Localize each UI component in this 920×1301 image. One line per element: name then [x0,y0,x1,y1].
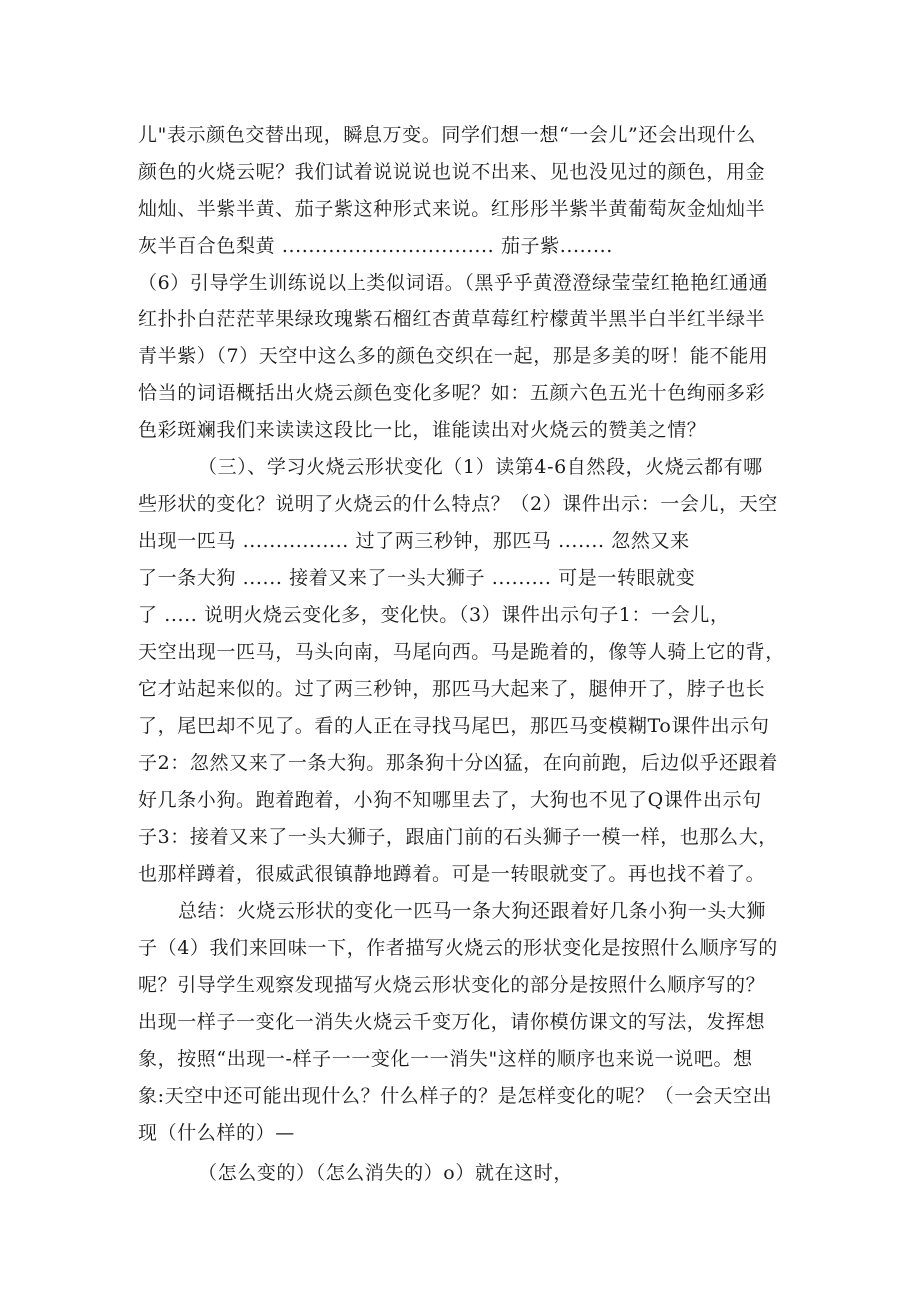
text-line-4: 灰半百合色梨黄 ................................ 茄子紫........ [138,235,613,257]
text-line-26: 象，按照“出现一-样子一一变化一一消失"这样的顺序也来说一说吧。想 [138,1048,753,1070]
text-line-15: 天空出现一匹马，马头向南，马尾向西。马是跪着的，像等人骑上它的背， [138,641,785,663]
text-line-20: 子3：接着又来了一头大狮子，跟庙门前的石头狮子一模一样，也那么大， [138,826,778,848]
text-line-12: 出现一匹马 ................ 过了两三秒钟，那匹马 ....... 忽然又来 [138,530,690,552]
text-line-16: 它才站起来似的。过了两三秒钟，那匹马大起来了，腿伸开了，脖子也长 [138,678,766,700]
text-line-28: 现（什么样的）— [138,1122,295,1144]
text-line-10: （三）、学习火烧云形状变化（1）读第4-6自然段，火烧云都有哪 [198,456,763,478]
text-line-1: 儿"表示颜色交替出现，瞬息万变。同学们想一想“一会儿”还会出现什么 [138,124,756,146]
text-line-13: 了一条大狗 ...... 接着又来了一头大狮子 ......... 可是一转眼就变 [138,567,696,589]
text-line-7: 青半紫）（7）天空中这么多的颜色交织在一起，那是多美的呀！能不能用 [138,345,769,367]
text-line-3: 灿灿、半紫半黄、茄子紫这种形式来说。红彤彤半紫半黄葡萄灰金灿灿半 [138,198,766,220]
text-line-8: 恰当的词语概括出火烧云颜色变化多呢？如：五颜六色五光十色绚丽多彩 [138,382,766,404]
text-line-9: 色彩斑斓我们来读读这段比一比，谁能读出对火烧云的赞美之情？ [138,419,707,441]
text-line-21: 也那样蹲着，很威武很镇静地蹲着。可是一转眼就变了。再也找不着了。 [138,863,766,885]
text-line-2: 颜色的火烧云呢？我们试着说说说也说不出来、见也没见过的颜色，用金 [138,161,766,183]
text-line-17: 了，尾巴却不见了。看的人正在寻找马尾巴，那匹马变模糊To课件出示句 [138,715,770,737]
text-line-5: （6）引导学生训练说以上类似词语。（黑乎乎黄澄澄绿莹莹红艳艳红通通 [138,272,769,294]
text-line-27: 象:天空中还可能出现什么？什么样子的？是怎样变化的呢？（一会天空出 [138,1085,773,1107]
text-line-11: 些形状的变化？说明了火烧云的什么特点？（2）课件出示：一会儿，天空 [138,493,778,515]
text-line-6: 红扑扑白茫茫苹果绿玫瑰紫石榴红杏黄草莓红柠檬黄半黑半白半红半绿半 [138,308,766,330]
text-line-24: 呢？引导学生观察发现描写火烧云形状变化的部分是按照什么顺序写的？ [138,974,766,996]
text-line-18: 子2：忽然又来了一条大狗。那条狗十分凶猛，在向前跑，后边似乎还跟着 [138,752,778,774]
text-line-29: （怎么变的）（怎么消失的）o）就在这时， [198,1162,573,1184]
text-line-19: 好几条小狗。跑着跑着，小狗不知哪里去了，大狗也不见了Q课件出示句 [138,789,762,811]
text-line-22: 总结：火烧云形状的变化一匹马一条大狗还跟着好几条小狗一头大狮 [178,900,767,922]
text-line-14: 了 ..... 说明火烧云变化多，变化快。（3）课件出示句子1：一会儿， [138,604,730,626]
text-line-25: 出现一样子一变化一消失火烧云千变万化，请你模仿课文的写法，发挥想 [138,1011,766,1033]
text-line-23: 子（4）我们来回味一下，作者描写火烧云的形状变化是按照什么顺序写的 [138,937,778,959]
